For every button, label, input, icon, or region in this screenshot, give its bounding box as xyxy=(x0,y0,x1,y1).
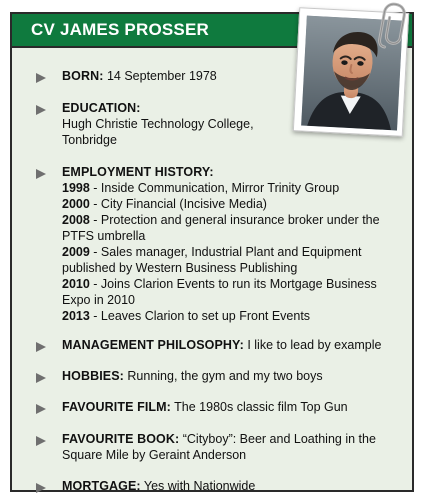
triangle-bullet-icon xyxy=(36,342,46,352)
employment-year: 2000 xyxy=(62,197,90,211)
favourite-book-value: “Cityboy”: Beer and Loathing in the Square Mile by Geraint Anderson xyxy=(62,432,376,462)
employment-year: 2008 xyxy=(62,213,90,227)
management-philosophy-text xyxy=(62,337,397,353)
triangle-bullet-icon xyxy=(36,73,46,83)
employment-desc: - City Financial (Incisive Media) xyxy=(89,197,267,211)
triangle-bullet-icon xyxy=(36,169,46,179)
employment-desc: - Inside Communication, Mirror Trinity Group xyxy=(89,181,340,195)
favourite-film-label: FAVOURITE FILM: xyxy=(62,400,171,414)
employment-entry xyxy=(62,244,397,276)
employment-text xyxy=(62,164,397,324)
employment-entry xyxy=(62,180,397,196)
triangle-bullet-icon xyxy=(36,436,46,446)
employment-desc: - Leaves Clarion to set up Front Events xyxy=(89,309,311,323)
hobbies-text xyxy=(62,368,397,384)
employment-entry xyxy=(62,308,397,324)
employment-year: 2013 xyxy=(62,309,90,323)
favourite-book-label: FAVOURITE BOOK: xyxy=(62,432,180,446)
favourite-book-text xyxy=(62,431,397,463)
employment-label: EMPLOYMENT HISTORY: xyxy=(62,165,214,179)
favourite-film-text xyxy=(62,399,397,415)
employment-year: 1998 xyxy=(62,181,90,195)
favourite-film-value: The 1980s classic film Top Gun xyxy=(170,400,348,414)
triangle-bullet-icon xyxy=(36,483,46,493)
employment-desc: - Sales manager, Industrial Plant and Equipment published by Western Business Publishing xyxy=(62,245,362,275)
employment-entry xyxy=(62,196,397,212)
employment-year: 2009 xyxy=(62,245,90,259)
employment-year: 2010 xyxy=(62,277,90,291)
mortgage-text xyxy=(62,478,397,494)
mortgage-label: MORTGAGE: xyxy=(62,479,141,493)
hobbies-label: HOBBIES: xyxy=(62,369,124,383)
education-label: EDUCATION: xyxy=(62,101,141,115)
employment-desc: - Protection and general insurance broker under the PTFS umbrella xyxy=(62,213,380,243)
triangle-bullet-icon xyxy=(36,404,46,414)
management-philosophy-value: I like to lead by example xyxy=(243,338,382,352)
triangle-bullet-icon xyxy=(36,373,46,383)
born-label: BORN: xyxy=(62,69,104,83)
hobbies-value: Running, the gym and my two boys xyxy=(123,369,323,383)
education-line1: Hugh Christie Technology College, xyxy=(62,117,254,131)
management-philosophy-label: MANAGEMENT PHILOSOPHY: xyxy=(62,338,244,352)
born-value: 14 September 1978 xyxy=(106,69,217,83)
triangle-bullet-icon xyxy=(36,105,46,115)
cv-title: CV JAMES PROSSER xyxy=(31,20,209,39)
education-line2: Tonbridge xyxy=(62,133,117,147)
employment-desc: - Joins Clarion Events to run its Mortgage Business Expo in 2010 xyxy=(62,277,377,307)
mortgage-value: Yes with Nationwide xyxy=(140,479,256,493)
employment-entry xyxy=(62,276,397,308)
employment-entry xyxy=(62,212,397,244)
